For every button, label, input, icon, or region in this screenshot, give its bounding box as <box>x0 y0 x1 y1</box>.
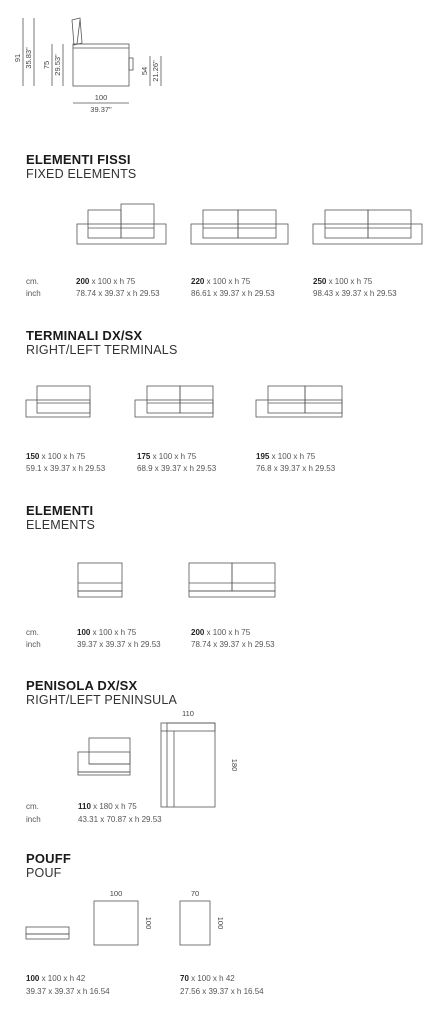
section-title-elements: ELEMENTI <box>26 503 94 518</box>
element-1-inch: 39.37 x 39.37 x h 29.53 <box>77 640 161 649</box>
fixed-2-inch: 86.61 x 39.37 x h 29.53 <box>191 289 275 298</box>
fixed-1-cm: 200 x 100 x h 75 <box>76 277 136 286</box>
h-total-cm: 91 <box>13 53 22 63</box>
section-title-terminals: TERMINALI DX/SX <box>26 328 143 343</box>
terminal-3-cm: 195 x 100 x h 75 <box>256 452 316 461</box>
terminal-2-inch: 68.9 x 39.37 x h 29.53 <box>137 464 217 473</box>
elements-unit-inch: inch <box>26 640 41 649</box>
element-2-inch: 78.74 x 39.37 x h 29.53 <box>191 640 275 649</box>
pouf-1-inch: 39.37 x 39.37 x h 16.54 <box>26 987 110 996</box>
side-view-drawing <box>0 0 440 130</box>
section-subtitle-peninsula: RIGHT/LEFT PENINSULA <box>26 693 178 707</box>
pouf-2-inch: 27.56 x 39.37 x h 16.54 <box>180 987 264 996</box>
fixed-unit-inch: inch <box>26 289 41 298</box>
section-subtitle-elements: ELEMENTS <box>26 518 95 532</box>
fixed-3-inch: 98.43 x 39.37 x h 29.53 <box>313 289 397 298</box>
terminal-3-inch: 76.8 x 39.37 x h 29.53 <box>256 464 336 473</box>
depth-cm: 100 <box>94 93 108 102</box>
h-total-in: 35.83" <box>24 47 33 69</box>
peninsula-unit-inch: inch <box>26 815 41 824</box>
peninsula-length-label: 180 <box>230 758 239 772</box>
section-title-pouf: POUFF <box>26 851 72 866</box>
section-subtitle-terminals: RIGHT/LEFT TERMINALS <box>26 343 178 357</box>
pouf-square-depth: 100 <box>144 916 153 930</box>
fixed-unit-cm: cm. <box>26 277 39 286</box>
h-arm-in: 21.26" <box>151 60 160 82</box>
section-title-fixed: ELEMENTI FISSI <box>26 152 131 167</box>
element-2-cm: 200 x 100 x h 75 <box>191 628 251 637</box>
peninsula-unit-cm: cm. <box>26 802 39 811</box>
pouf-rect-depth: 100 <box>216 916 225 930</box>
h-seat-in: 29.53" <box>53 54 62 76</box>
peninsula-1-inch: 43.31 x 70.87 x h 29.53 <box>78 815 162 824</box>
terminal-1-cm: 150 x 100 x h 75 <box>26 452 86 461</box>
terminal-2-cm: 175 x 100 x h 75 <box>137 452 197 461</box>
fixed-1-inch: 78.74 x 39.37 x h 29.53 <box>76 289 160 298</box>
element-1-cm: 100 x 100 x h 75 <box>77 628 137 637</box>
pouf-2-cm: 70 x 100 x h 42 <box>180 974 235 983</box>
peninsula-width-label: 110 <box>182 709 194 718</box>
fixed-2-cm: 220 x 100 x h 75 <box>191 277 251 286</box>
fixed-3-cm: 250 x 100 x h 75 <box>313 277 373 286</box>
peninsula-1-cm: 110 x 180 x h 75 <box>78 802 137 811</box>
terminal-1-inch: 59.1 x 39.37 x h 29.53 <box>26 464 106 473</box>
elements-unit-cm: cm. <box>26 628 39 637</box>
h-seat-cm: 75 <box>42 60 51 70</box>
section-subtitle-pouf: POUF <box>26 866 62 880</box>
pouf-rect-width: 70 <box>190 889 200 898</box>
pouf-1-cm: 100 x 100 x h 42 <box>26 974 86 983</box>
section-title-peninsula: PENISOLA DX/SX <box>26 678 138 693</box>
pouf-square-width: 100 <box>109 889 123 898</box>
h-arm-cm: 54 <box>140 66 149 76</box>
depth-in: 39.37" <box>90 105 112 114</box>
section-subtitle-fixed: FIXED ELEMENTS <box>26 167 137 181</box>
